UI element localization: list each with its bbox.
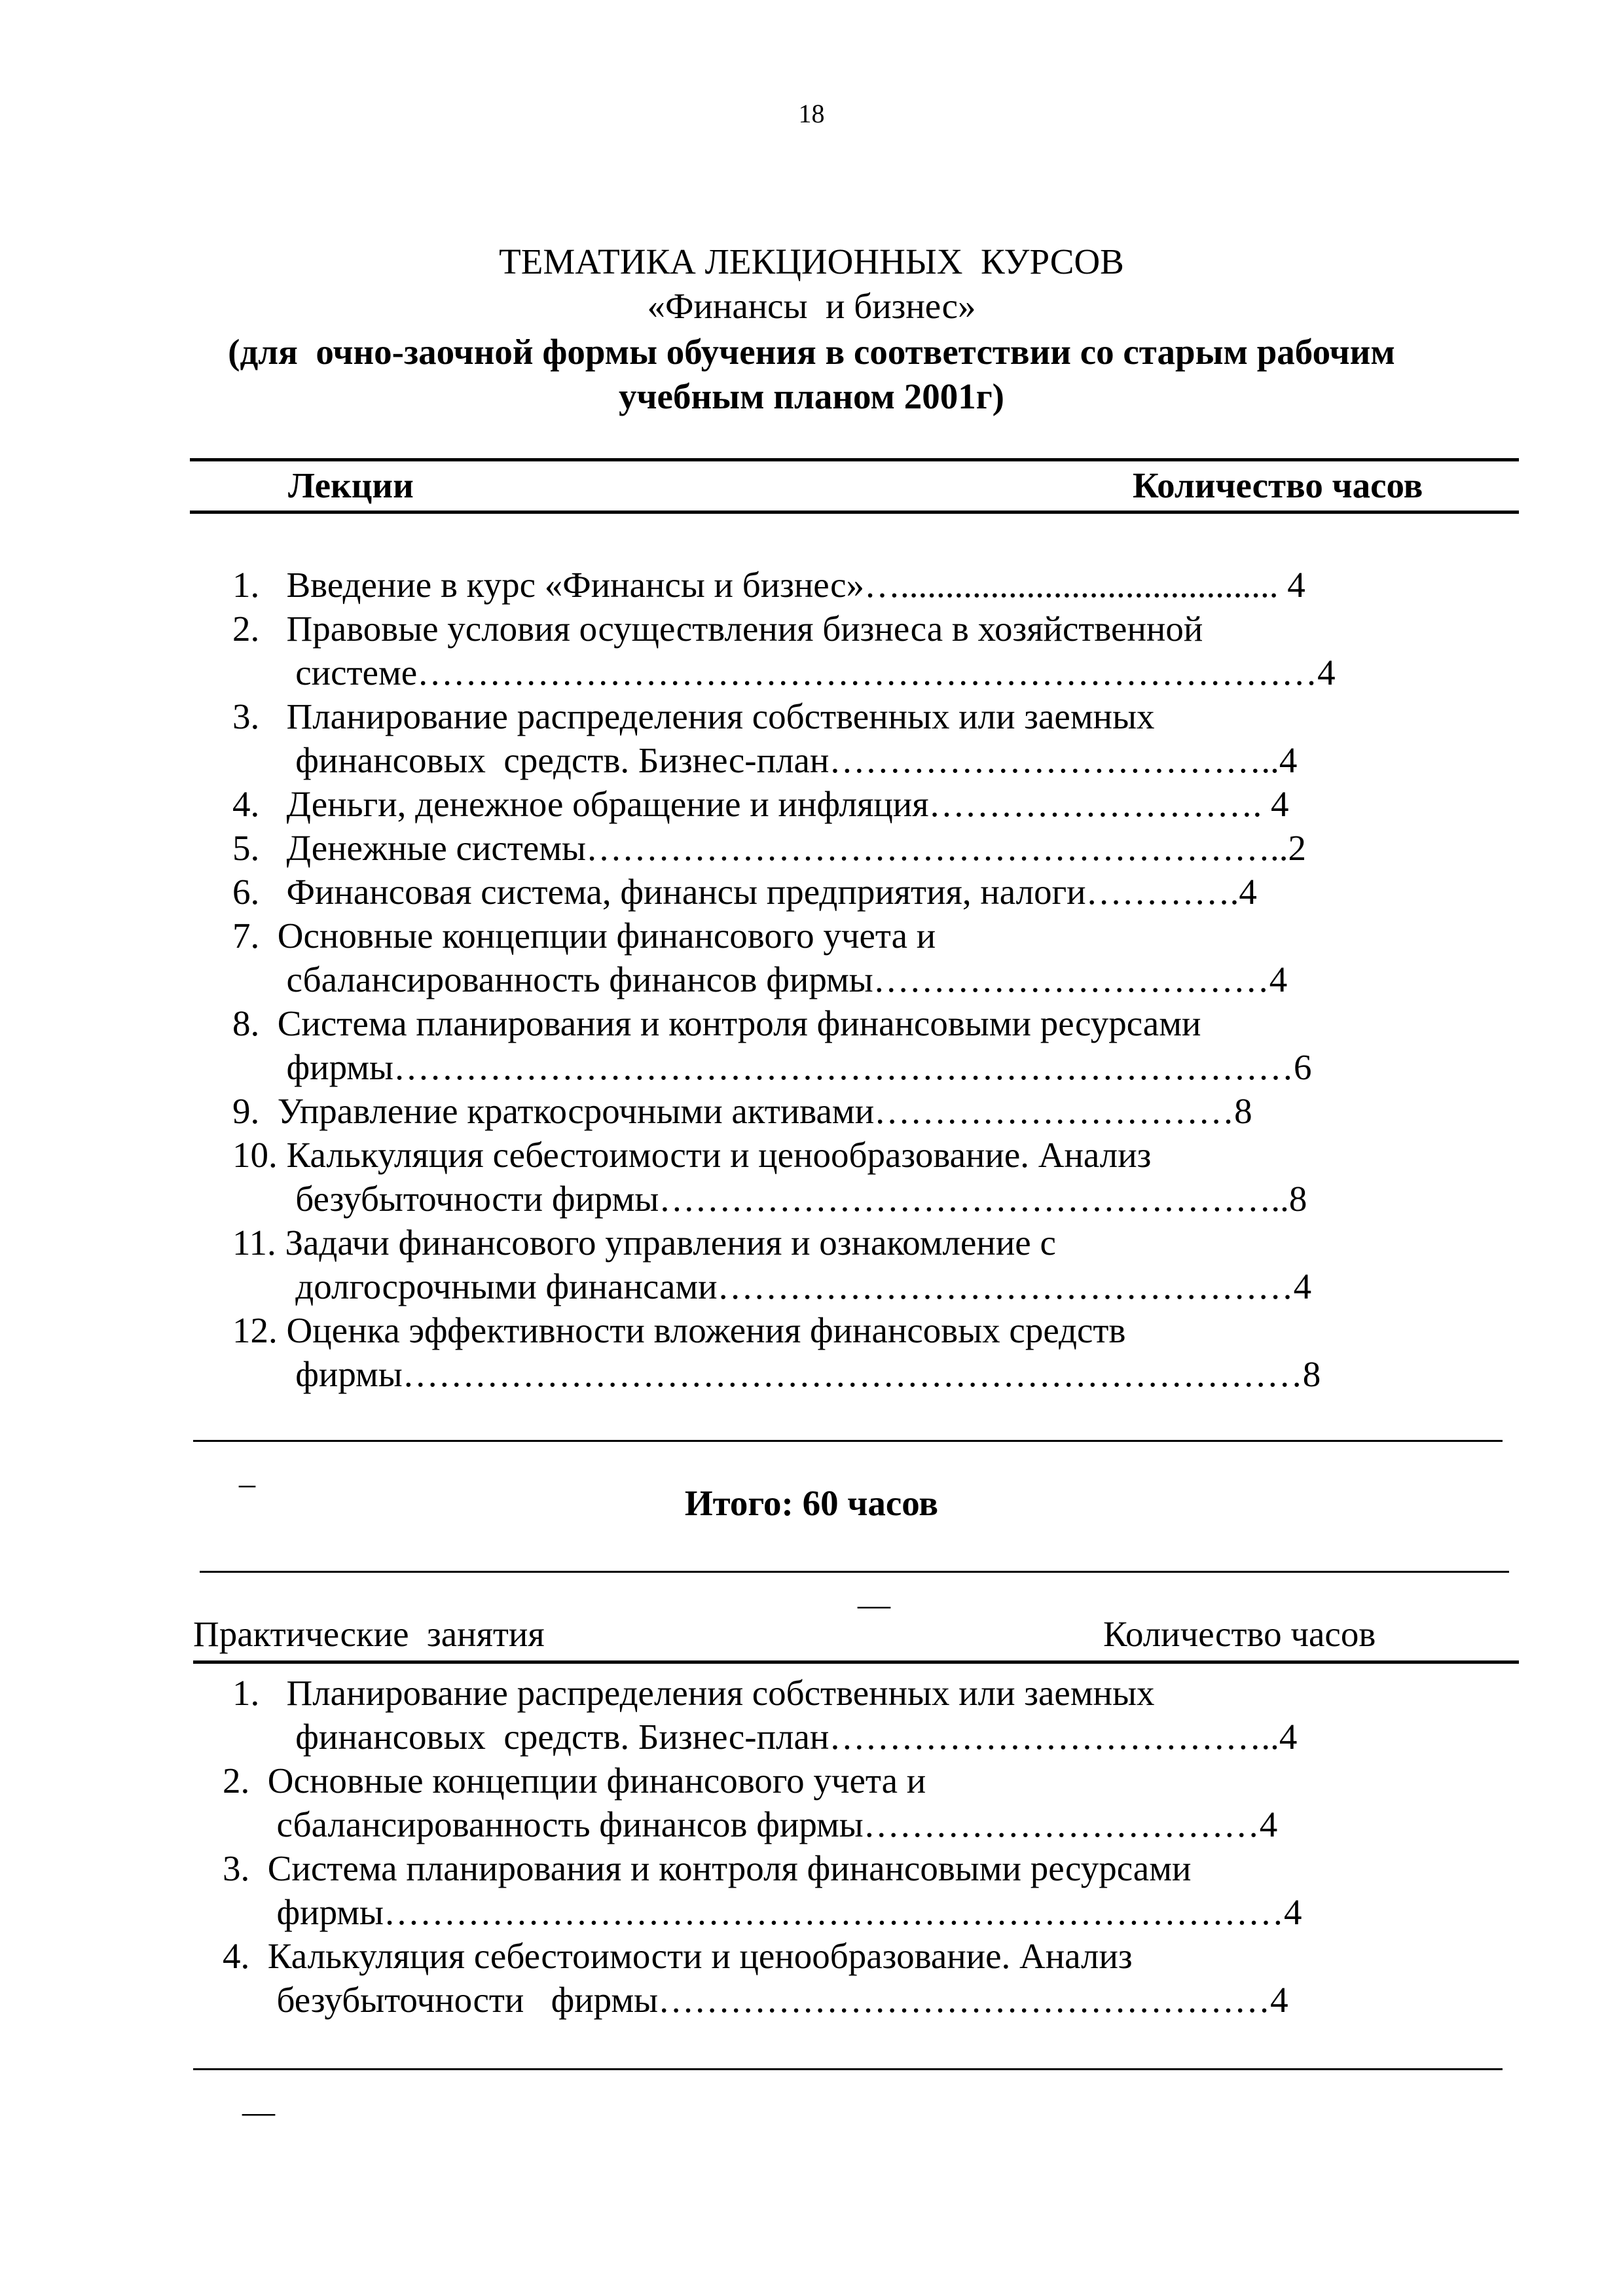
total-rule <box>200 1571 1509 1573</box>
title-line-4: учебным планом 2001г) <box>619 376 1004 416</box>
lecture-line: системе…………………………………………………………………4 <box>232 653 1336 692</box>
lectures-header-left: Лекции <box>288 465 414 505</box>
practice-header-rule <box>193 1660 1519 1664</box>
stray-dash-2: __ <box>858 1575 890 1611</box>
lecture-line: 3. Планирование распределения собственных или заемных <box>232 696 1155 736</box>
total-hours: Итого: 60 часов <box>684 1483 939 1523</box>
title-line-2: «Финансы и бизнес» <box>647 286 976 326</box>
lecture-line: 12. Оценка эффективности вложения финансовых средств <box>232 1310 1126 1350</box>
practice-header-right: Количество часов <box>1103 1614 1376 1654</box>
lecture-line: 4. Деньги, денежное обращение и инфляция………………………. 4 <box>232 784 1289 824</box>
lecture-line: безубыточности фирмы……………………………………………..8 <box>232 1179 1307 1219</box>
lecture-line: 10. Калькуляция себестоимости и ценообразование. Анализ <box>232 1135 1152 1175</box>
practice-line: 1. Планирование распределения собственных или заемных <box>232 1673 1155 1713</box>
practice-line: 2. Основные концепции финансового учета и <box>223 1761 926 1801</box>
lecture-line: финансовых средств. Бизнес-план………………………………..4 <box>232 740 1298 780</box>
practice-header-left: Практические занятия <box>193 1614 545 1654</box>
practice-line: сбалансированность финансов фирмы……………………………4 <box>223 1804 1278 1844</box>
page-number: 18 <box>798 99 825 128</box>
lecture-line: долгосрочными финансами…………………………………………4 <box>232 1266 1312 1306</box>
lectures-header-right: Количество часов <box>1133 465 1423 505</box>
lecture-line: 2. Правовые условия осуществления бизнеса в хозяйственной <box>232 609 1203 649</box>
lecture-line: 1. Введение в курс «Финансы и бизнес»….......................................... 4 <box>232 565 1305 605</box>
lecture-line: фирмы…………………………………………………………………8 <box>232 1354 1321 1394</box>
stray-dash-3: __ <box>242 2082 275 2119</box>
lecture-line: сбалансированность финансов фирмы……………………………4 <box>232 960 1288 999</box>
lecture-line: фирмы…………………………………………………………………6 <box>232 1047 1312 1087</box>
lecture-line: 7. Основные концепции финансового учета и <box>232 916 936 956</box>
practice-line: безубыточности фирмы……………………………………………4 <box>223 1980 1288 2020</box>
practice-line: 3. Система планирования и контроля финансовыми ресурсами <box>223 1848 1192 1888</box>
title-line-3: (для очно-заочной формы обучения в соответствии со старым рабочим <box>228 332 1395 372</box>
stray-dash-1: _ <box>239 1454 255 1490</box>
lecture-line: 8. Система планирования и контроля финансовыми ресурсами <box>232 1003 1201 1043</box>
lectures-bottom-rule <box>193 1440 1503 1442</box>
practice-bottom-rule <box>193 2068 1503 2070</box>
lectures-top-rule <box>190 458 1519 461</box>
lecture-line: 6. Финансовая система, финансы предприятия, налоги………….4 <box>232 872 1257 912</box>
practice-line: фирмы…………………………………………………………………4 <box>223 1892 1302 1932</box>
practice-line: 4. Калькуляция себестоимости и ценообразование. Анализ <box>223 1936 1133 1976</box>
lecture-line: 5. Денежные системы…………………………………………………..2 <box>232 828 1306 868</box>
title-line-1: ТЕМАТИКА ЛЕКЦИОННЫХ КУРСОВ <box>499 242 1124 281</box>
practice-line: финансовых средств. Бизнес-план………………………………..4 <box>232 1717 1298 1757</box>
lectures-header-rule <box>190 511 1519 514</box>
lecture-line: 11. Задачи финансового управления и ознакомление с <box>232 1223 1056 1263</box>
lecture-line: 9. Управление краткосрочными активами…………………………8 <box>232 1091 1252 1131</box>
